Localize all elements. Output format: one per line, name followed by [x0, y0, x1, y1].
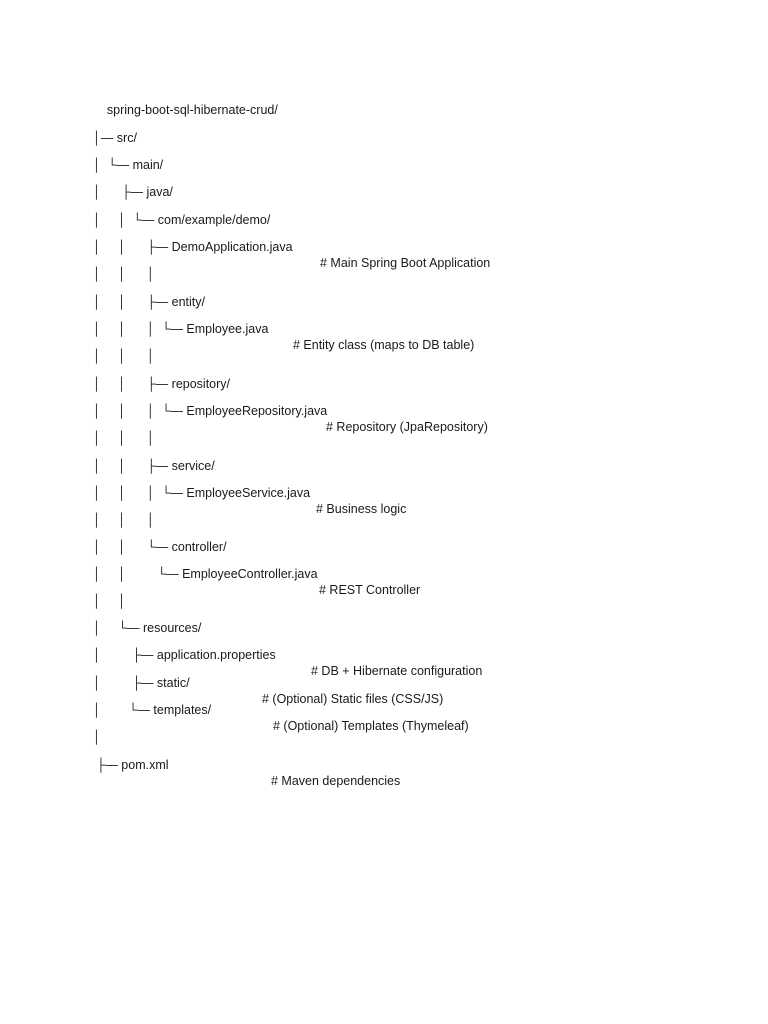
tree-entry: │ │ │ — [93, 349, 155, 363]
tree-entry: │ │ └— com/example/demo/ — [93, 213, 271, 227]
tree-comment: # Repository (JpaRepository) — [326, 420, 488, 434]
tree-entry: │ │ │ └— Employee.java — [93, 322, 269, 336]
tree-entry: │ │ │ — [93, 267, 155, 281]
tree-entry: │ └— main/ — [93, 158, 164, 172]
tree-entry: │ │ └— EmployeeController.java — [93, 567, 318, 581]
tree-entry: │ │ ├— DemoApplication.java — [93, 240, 293, 254]
tree-entry: │ │ ├— service/ — [93, 459, 215, 473]
tree-entry: │ │ │ — [93, 513, 155, 527]
tree-entry: │ │ └— controller/ — [93, 540, 227, 554]
tree-entry: │ — [93, 730, 101, 744]
tree-entry: │ │ ├— entity/ — [93, 295, 206, 309]
tree-entry: │ │ │ └— EmployeeRepository.java — [93, 404, 328, 418]
tree-entry: │ ├— java/ — [93, 185, 173, 199]
tree-comment: # Business logic — [316, 502, 407, 516]
tree-entry: │ ├— application.properties — [93, 648, 276, 662]
tree-comment: # Main Spring Boot Application — [320, 256, 491, 270]
tree-entry: │ │ ├— repository/ — [93, 377, 231, 391]
tree-entry: │ └— resources/ — [93, 621, 202, 635]
tree-entry: │ │ │ └— EmployeeService.java — [93, 486, 311, 500]
tree-comment: # Maven dependencies — [271, 774, 401, 788]
tree-comment: # DB + Hibernate configuration — [311, 664, 483, 678]
tree-comment: # Entity class (maps to DB table) — [293, 338, 475, 352]
tree-comment: # (Optional) Templates (Thymeleaf) — [273, 719, 469, 733]
tree-entry: │ ├— static/ — [93, 676, 190, 690]
tree-comment: # (Optional) Static files (CSS/JS) — [262, 692, 444, 706]
tree-entry: │ │ │ — [93, 431, 155, 445]
tree-entry: │ └— templates/ — [93, 703, 212, 717]
tree-entry: ├— pom.xml — [93, 758, 169, 772]
tree-entry: │— src/ — [93, 131, 137, 145]
tree-line — [93, 741, 733, 805]
tree-entry: │ │ — [93, 594, 126, 608]
tree-comment: # REST Controller — [319, 583, 421, 597]
root-folder-label: spring-boot-sql-hibernate-crud/ — [106, 103, 278, 117]
